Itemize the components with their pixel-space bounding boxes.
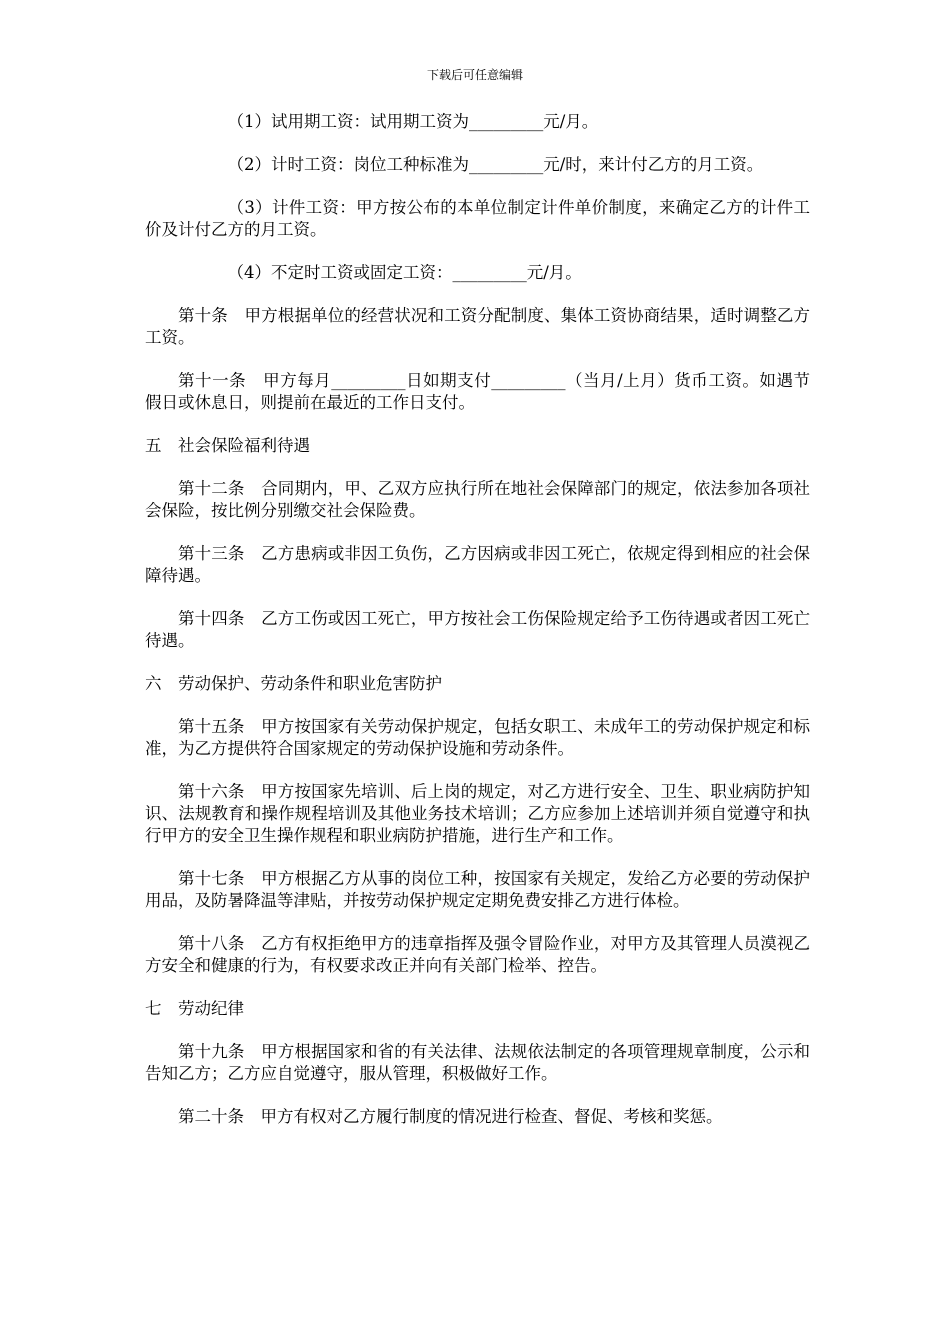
article-10: 第十条 甲方根据单位的经营状况和工资分配制度、集体工资协商结果，适时调整乙方工资。	[145, 306, 810, 347]
wage-item-probation: （1）试用期工资：试用期工资为_________元/月。	[227, 112, 599, 131]
article-11: 第十一条 甲方每月_________日如期支付_________（当月/上月）货币工资。如遇节假日或休息日，则提前在最近的工作日支付。	[145, 371, 810, 412]
article-17: 第十七条 甲方根据乙方从事的岗位工种，按国家有关规定，发给乙方必要的劳动保护用品，及防暑降温等津贴，并按劳动保护规定定期免费安排乙方进行体检。	[145, 869, 810, 910]
wage-item-piece: （3）计件工资：甲方按公布的本单位制定计件单价制度，来确定乙方的计件工价及计付乙方的月工资。	[145, 198, 810, 239]
article-19: 第十九条 甲方根据国家和省的有关法律、法规依法制定的各项管理规章制度，公示和告知乙方；乙方应自觉遵守，服从管理，积极做好工作。	[145, 1042, 810, 1083]
section-6-heading: 六 劳动保护、劳动条件和职业危害防护	[145, 674, 442, 693]
article-13: 第十三条 乙方患病或非因工负伤，乙方因病或非因工死亡，依规定得到相应的社会保障待遇。	[145, 544, 810, 585]
article-15: 第十五条 甲方按国家有关劳动保护规定，包括女职工、未成年工的劳动保护规定和标准，为乙方提供符合国家规定的劳动保护设施和劳动条件。	[145, 717, 810, 758]
section-5-heading: 五 社会保险福利待遇	[145, 436, 310, 455]
document-body	[145, 111, 810, 1149]
article-12: 第十二条 合同期内，甲、乙双方应执行所在地社会保障部门的规定，依法参加各项社会保险，按比例分别缴交社会保险费。	[145, 479, 810, 520]
article-18: 第十八条 乙方有权拒绝甲方的违章指挥及强令冒险作业，对甲方及其管理人员漠视乙方安全和健康的行为，有权要求改正并向有关部门检举、控告。	[145, 934, 810, 975]
wage-item-hourly: （2）计时工资：岗位工种标准为_________元/时，来计付乙方的月工资。	[227, 155, 764, 174]
section-7-heading: 七 劳动纪律	[145, 999, 244, 1018]
article-14: 第十四条 乙方工伤或因工死亡，甲方按社会工伤保险规定给予工伤待遇或者因工死亡待遇。	[145, 609, 810, 650]
article-16: 第十六条 甲方按国家先培训、后上岗的规定，对乙方进行安全、卫生、职业病防护知识、法规教育和操作规程培训及其他业务技术培训；乙方应参加上述培训并须自觉遵守和执行甲方的安全卫生操作规程和职业病防护措施，进行生产和工作。	[145, 782, 810, 845]
article-20: 第二十条 甲方有权对乙方履行制度的情况进行检查、督促、考核和奖惩。	[178, 1107, 723, 1126]
page-header: 下载后可任意编辑	[426, 68, 523, 82]
wage-item-fixed: （4）不定时工资或固定工资：_________元/月。	[227, 263, 582, 282]
